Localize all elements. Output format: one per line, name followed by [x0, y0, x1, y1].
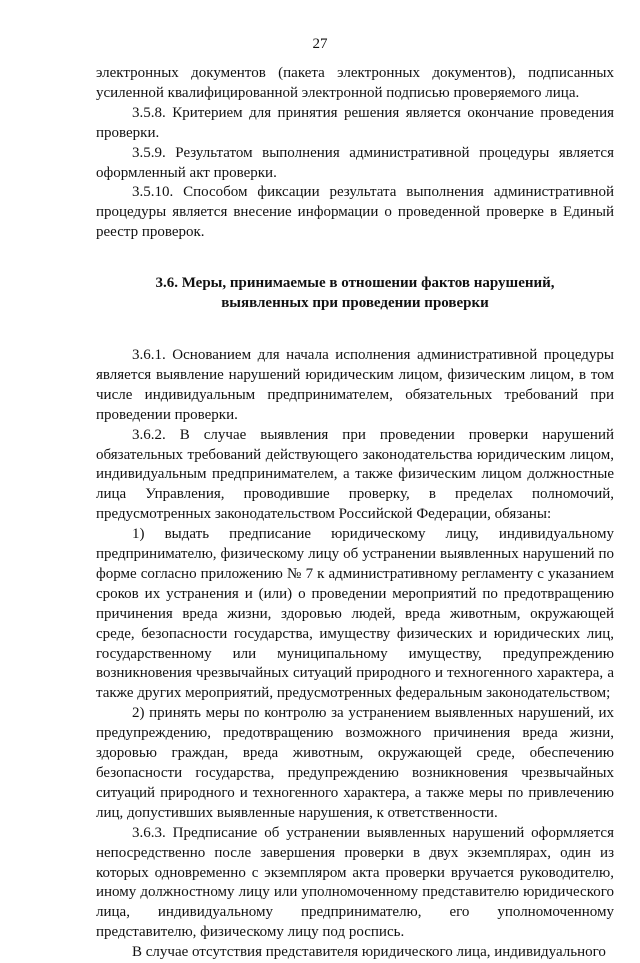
section-heading-3-6	[96, 274, 614, 314]
paragraph-3-5-9: 3.5.9. Результатом выполнения административной процедуры является оформленный акт проверки.	[96, 144, 614, 181]
paragraph-3-5-8: 3.5.8. Критерием для принятия решения является окончание проведения проверки.	[96, 104, 614, 141]
list-item-1: 1) выдать предписание юридическому лицу, индивидуальному предпринимателю, физическому лицу об устранении выявленных нарушений по форме согласно приложению № 7 к административному регламенту с указанием сроков их устранения и (или) о проведении мероприятий по предотвращению причинения вреда жизни, здоровью людей, вреда животным, окружающей среде, безопасности государства, имуществу физических и юридических лиц, государственному или муниципальному имуществу, предупреждению возникновения чрезвычайных ситуаций природного и техногенного характера, а также других мероприятий, предусмотренных федеральным законодательством;	[96, 526, 614, 702]
section-heading-line-1: 3.6. Меры, принимаемые в отношении фактов нарушений,	[155, 275, 555, 292]
paragraph-3-6-2: 3.6.2. В случае выявления при проведении проверки нарушений обязательных требований действующего законодательства юридическим лицом, индивидуальным предпринимателем, а также физическим лицом должностные лица Управления, проводившие проверку, в пределах полномочий, предусмотренных законодательством Российской Федерации, обязаны:	[96, 426, 614, 523]
paragraph-3-6-3: 3.6.3. Предписание об устранении выявленных нарушений оформляется непосредственно после завершения проверки в двух экземплярах, один из которых одновременно с экземпляром акта проверки вручается руководителю, иному должностному лицу или уполномоченному представителю юридического лица, индивидуальному предпринимателю, его уполномоченному представителю, физическому лицу под роспись.	[96, 824, 614, 941]
paragraph-continuation: электронных документов (пакета электронных документов), подписанных усиленной квалифицированной электронной подписью проверяемого лица.	[96, 65, 614, 101]
paragraph-3-5-10: 3.5.10. Способом фиксации результата выполнения административной процедуры является внесение информации о проведенной проверке в Единый реестр проверок.	[96, 184, 614, 241]
document-body	[96, 64, 614, 963]
paragraph-3-6-1: 3.6.1. Основанием для начала исполнения административной процедуры является выявление нарушений юридическим лицом, физическим лицом, в том числе индивидуальным предпринимателем, обязательных требований при проведении проверки.	[96, 346, 614, 423]
list-item-2: 2) принять меры по контролю за устранением выявленных нарушений, их предупреждению, предотвращению возможного причинения вреда жизни, здоровью граждан, вреда животным, окружающей среде, обеспечению безопасности государства, предупреждению возникновения чрезвычайных ситуаций природного и техногенного характера, а также меры по привлечению лиц, допустивших выявленные нарушения, к ответственности.	[96, 705, 614, 821]
page-number: 27	[312, 36, 328, 52]
paragraph-absence-case: В случае отсутствия представителя юридического лица, индивидуального	[132, 944, 606, 961]
section-heading-line-2: выявленных при проведении проверки	[221, 295, 489, 312]
